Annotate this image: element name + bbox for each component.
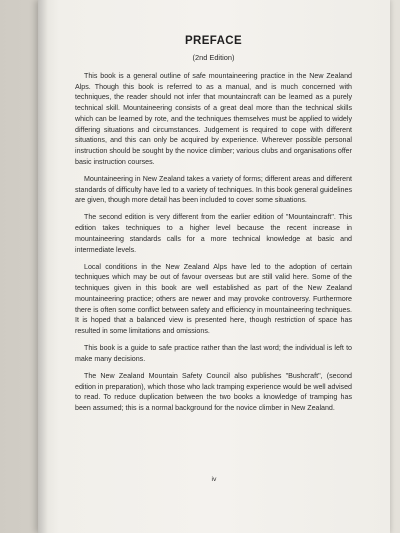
book-page — [38, 0, 390, 533]
paragraph-1: This book is a general outline of safe mountaineering practice in the New Zealand Alps. Though this book is referred to as a manual, and is much concerned with techniques, the reader should not infer that mountaincraft can be learned as a purely technical skill. Mountaineering consists of a great deal more than the technical skills which can be learned by rote, and the techniques themselves must be applied to widely differing situations and circumstances. Judgement is required to cope with different situations, and this can only be acquired by experience. Wherever possible personal instruction should be sought by the novice climber; various clubs and organisations offer basic instruction courses. — [75, 72, 352, 166]
paragraph-3: The second edition is very different from the earlier edition of "Mountaincraft". This edition takes techniques to a higher level because the recent increase in mountaineering standards calls for a more technical knowledge at basic and intermediate levels. — [75, 213, 352, 254]
page-content — [75, 35, 352, 420]
paragraph-4: Local conditions in the New Zealand Alps have led to the adoption of certain techniques which may be out of favour overseas but are still valid here. Some of the techniques given in this book are well established as part of the New Zealand mountaineering practice; others are newer and may provoke controversy. Furthermore there is often some conflict between safety and efficiency in mountaineering techniques. It is hoped that a balanced view is presented here, though restriction of space has resulted in some limitations and omissions. — [75, 262, 352, 335]
page-title: PREFACE — [184, 35, 243, 47]
paragraph-6: The New Zealand Mountain Safety Council also publishes "Bushcraft", (second edition in preparation), which those who lack tramping experience would be well advised to read. To reduce duplication between the two books a knowledge of tramping has been assumed; this is a normal background for the novice climber in New Zealand. — [75, 372, 352, 413]
paragraph-2: Mountaineering in New Zealand takes a variety of forms; different areas and different standards of difficulty have led to a variety of techniques. In this book general guidelines are given, though more detail has been included to cover some situations. — [75, 174, 352, 205]
paragraph-5: This book is a guide to safe practice rather than the last word; the individual is left to make many decisions. — [75, 344, 352, 363]
page-gutter-shadow — [38, 0, 48, 533]
edition-label: (2nd Edition) — [192, 53, 235, 62]
page-number: iv — [211, 476, 217, 483]
